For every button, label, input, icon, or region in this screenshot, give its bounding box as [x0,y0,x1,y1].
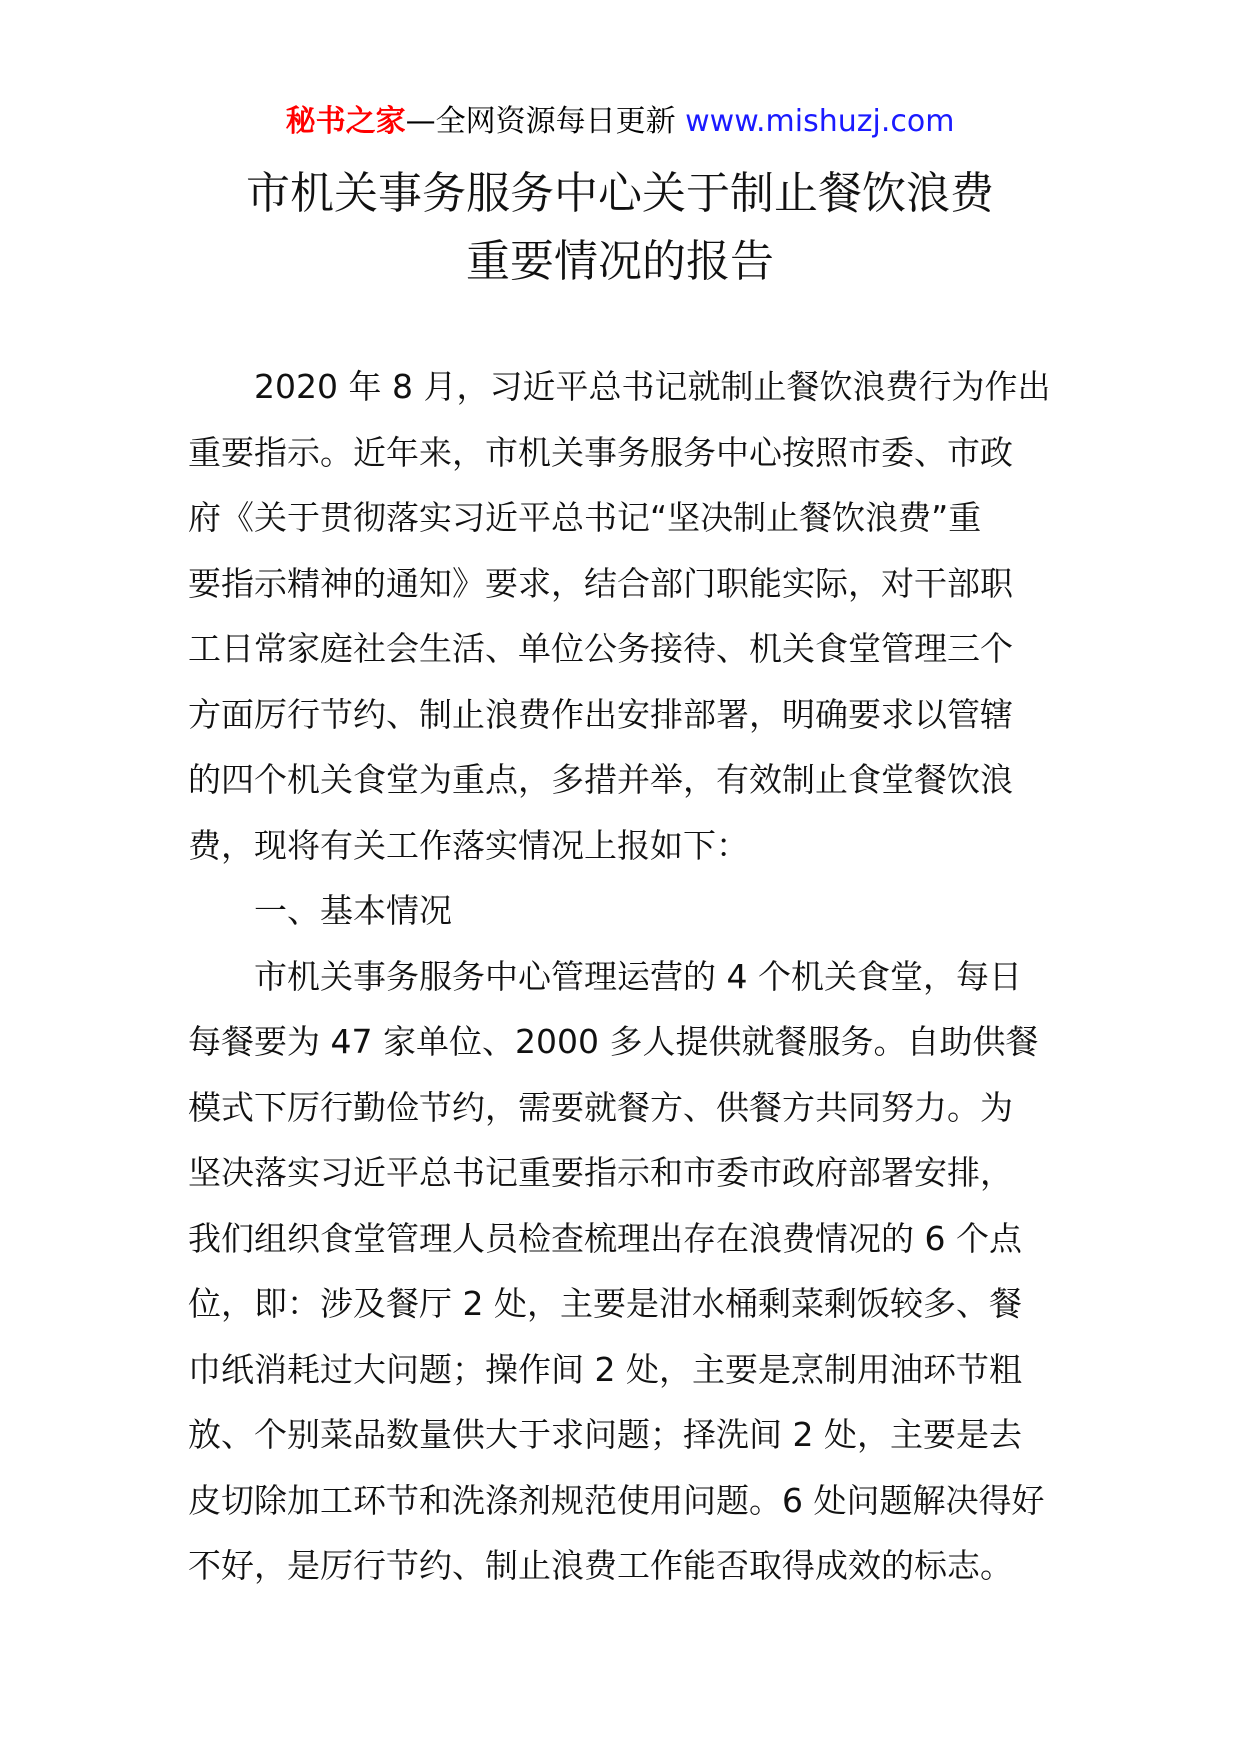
body-line-18: 皮切除加工环节和洗涤剂规范使用问题。6 处问题解决得好 [188,1480,1045,1520]
body-line-17: 放、个别菜品数量供大于求问题；择洗间 2 处，主要是去 [188,1415,1022,1454]
body-line-16: 巾纸消耗过大问题；操作间 2 处，主要是烹制用油环节粗 [188,1349,1022,1389]
body-line-12: 模式下厉行勤俭节约，需要就餐方、供餐方共同努力。为 [188,1087,1013,1127]
body-line-3: 府《关于贯彻落实习近平总书记“坚决制止餐饮浪费”重 [188,498,982,537]
body-line-7: 的四个机关食堂为重点，多措并举，有效制止食堂餐饮浪 [188,760,1013,799]
document-body [188,354,1058,1599]
body-line-13: 坚决落实习近平总书记重要指示和市委市政府部署安排， [188,1153,1013,1192]
body-line-1: 2020 年 8 月，习近平总书记就制止餐饮浪费行为作出 [254,367,1051,406]
section-heading-basic-situation: 一、基本情况 [254,891,452,930]
body-line-11: 每餐要为 47 家单位、2000 多人提供就餐服务。自助供餐 [188,1022,1039,1061]
body-line-15: 位，即：涉及餐厅 2 处，主要是泔水桶剩菜剩饭较多、餐 [188,1284,1022,1323]
document-title-line-1: 市机关事务服务中心关于制止餐饮浪费 [246,168,994,219]
body-line-6: 方面厉行节约、制止浪费作出安排部署，明确要求以管辖 [188,694,1013,734]
document-title-line-2: 重要情况的报告 [466,236,774,287]
body-line-2: 重要指示。近年来，市机关事务服务中心按照市委、市政 [188,432,1013,472]
body-line-5: 工日常家庭社会生活、单位公务接待、机关食堂管理三个 [188,629,1013,668]
header-tagline: —全网资源每日更新 [405,104,676,139]
site-url-link[interactable]: www.mishuzj.com [685,104,955,139]
body-line-8: 费，现将有关工作落实情况上报如下： [188,825,749,865]
body-line-14: 我们组织食堂管理人员检查梳理出存在浪费情况的 6 个点 [188,1218,1022,1258]
brand-name[interactable]: 秘书之家 [285,104,406,139]
body-line-4: 要指示精神的通知》要求，结合部门职能实际，对干部职 [188,563,1013,603]
body-line-10: 市机关事务服务中心管理运营的 4 个机关食堂，每日 [254,956,1022,996]
site-header [0,100,1240,144]
body-line-19: 不好，是厉行节约、制止浪费工作能否取得成效的标志。 [188,1546,1013,1585]
